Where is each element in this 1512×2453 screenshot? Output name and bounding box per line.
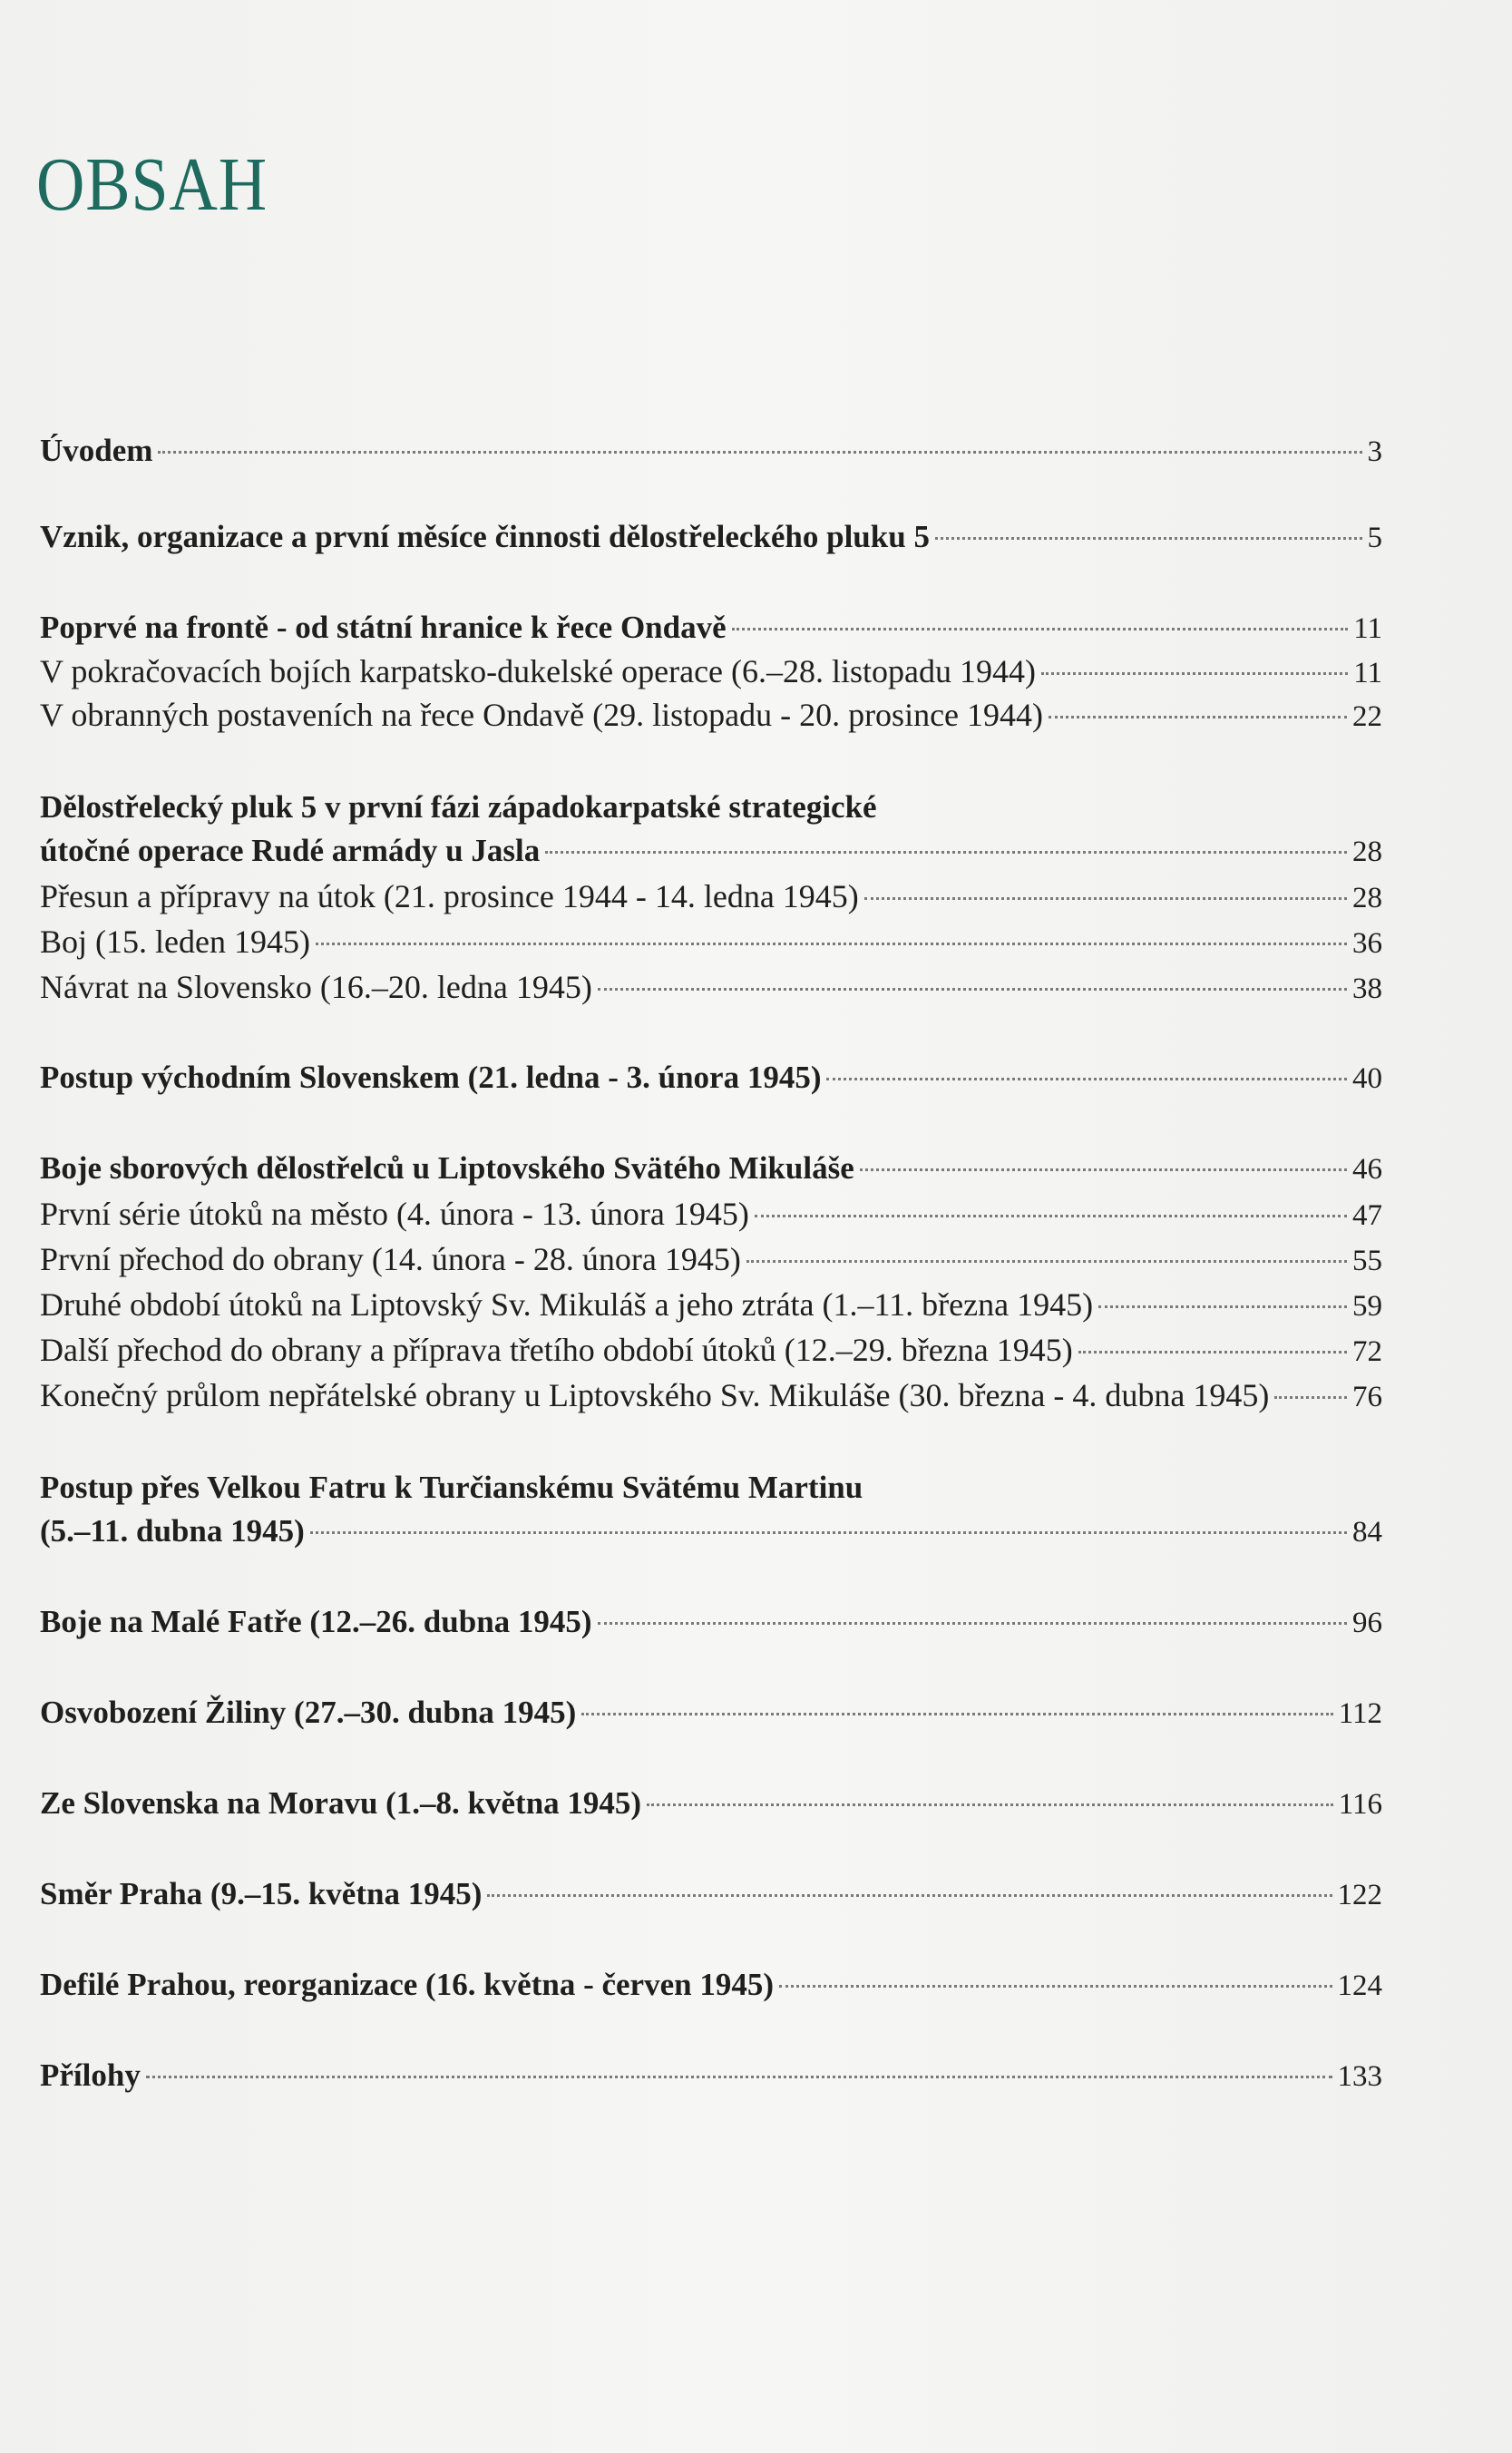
toc-entry-title: První série útoků na město (4. února - 13. února 1945) <box>40 1196 749 1232</box>
toc-subsection-entry <box>40 1375 1382 1417</box>
dot-leader <box>826 1078 1347 1080</box>
dot-leader <box>598 1622 1347 1625</box>
toc-page-number: 36 <box>1352 927 1382 960</box>
dot-leader <box>1274 1396 1347 1399</box>
toc-entry-title: Konečný průlom nepřátelské obrany u Liptovského Sv. Mikuláše (30. března - 4. dubna 1945) <box>40 1377 1270 1413</box>
dot-leader <box>1098 1305 1347 1308</box>
toc-entry-title: Přílohy <box>40 2057 141 2093</box>
toc-page-number: 28 <box>1352 882 1382 914</box>
toc-subsection-entry <box>40 967 1382 1009</box>
toc-subsection-entry <box>40 922 1382 963</box>
toc-subsection-entry <box>40 1239 1382 1281</box>
toc-page-number: 47 <box>1352 1199 1382 1232</box>
toc-entry-title: Boje sborových dělostřelců u Liptovského Svätého Mikuláše <box>40 1150 854 1186</box>
toc-page-number: 116 <box>1338 1788 1382 1821</box>
dot-leader <box>581 1713 1332 1715</box>
toc-entry-title: První přechod do obrany (14. února - 28. února 1945) <box>40 1241 741 1277</box>
toc-subsection-entry <box>40 1330 1382 1372</box>
toc-page-number: 124 <box>1337 1969 1382 2002</box>
toc-page-number: 46 <box>1352 1153 1382 1186</box>
toc-entry-title: (5.–11. dubna 1945) <box>40 1513 305 1549</box>
toc-entry-title: Osvobození Žiliny (27.–30. dubna 1945) <box>40 1695 577 1730</box>
toc-page-number: 112 <box>1338 1697 1382 1730</box>
toc-entry-title: Přesun a přípravy na útok (21. prosince 1944 - 14. ledna 1945) <box>40 878 859 914</box>
toc-page-number: 5 <box>1367 522 1382 554</box>
dot-leader <box>647 1803 1333 1806</box>
toc-entry-title: Defilé Prahou, reorganizace (16. května - červen 1945) <box>40 1967 774 2002</box>
toc-chapter-entry <box>40 1058 1382 1099</box>
dot-leader <box>545 851 1347 854</box>
toc-entry-title: Boje na Malé Fatře (12.–26. dubna 1945) <box>40 1604 592 1639</box>
toc-entry-title: Boj (15. leden 1945) <box>40 924 310 960</box>
toc-entry-title: Návrat na Slovensko (16.–20. ledna 1945) <box>40 969 592 1005</box>
toc-entry-title: V obranných postaveních na řece Ondavě (29. listopadu - 20. prosince 1944) <box>40 697 1044 733</box>
toc-entry-title: V pokračovacích bojích karpatsko-dukelské operace (6.–28. listopadu 1944) <box>40 653 1036 689</box>
page-title: OBSAH <box>36 142 268 227</box>
toc-chapter-entry <box>40 1693 1382 1734</box>
toc-entry-title: Směr Praha (9.–15. května 1945) <box>40 1876 483 1911</box>
toc-subsection-entry <box>40 1285 1382 1326</box>
toc-entry-heading-line: Dělostřelecký pluk 5 v první fázi západokarpatské strategické <box>40 789 877 825</box>
dot-leader <box>935 537 1362 540</box>
dot-leader <box>1078 1351 1347 1354</box>
toc-page-number: 40 <box>1352 1062 1382 1095</box>
toc-chapter-entry <box>40 1874 1382 1915</box>
toc-entry-title: Ze Slovenska na Moravu (1.–8. května 1945) <box>40 1785 642 1821</box>
toc-page-number: 76 <box>1352 1381 1382 1413</box>
toc-page-number: 72 <box>1352 1335 1382 1368</box>
toc-entry-title: Další přechod do obrany a příprava třetího období útoků (12.–29. března 1945) <box>40 1332 1073 1368</box>
dot-leader <box>310 1531 1347 1534</box>
toc-page-number: 133 <box>1337 2060 1382 2093</box>
dot-leader <box>487 1894 1332 1897</box>
toc-page-number: 96 <box>1352 1607 1382 1639</box>
toc-chapter-entry <box>40 1602 1382 1643</box>
dot-leader <box>755 1215 1347 1217</box>
toc-subsection-entry <box>40 651 1382 693</box>
toc-page-number: 3 <box>1367 435 1382 468</box>
toc-chapter-entry <box>40 831 1382 872</box>
dot-leader <box>316 943 1347 945</box>
toc-entry-title: Poprvé na frontě - od státní hranice k řece Ondavě <box>40 610 727 645</box>
toc-chapter-entry <box>40 1965 1382 2006</box>
toc-chapter-entry <box>40 2056 1382 2096</box>
dot-leader <box>1041 672 1348 675</box>
dot-leader <box>732 628 1349 630</box>
toc-entry-title: Postup východním Slovenskem (21. ledna - 3. února 1945) <box>40 1060 822 1095</box>
toc-entry-heading-line: Postup přes Velkou Fatru k Turčianskému Svätému Martinu <box>40 1470 863 1505</box>
toc-chapter-entry <box>40 517 1382 558</box>
toc-page-number: 22 <box>1352 700 1382 733</box>
toc-entry-title: Vznik, organizace a první měsíce činnosti dělostřeleckého pluku 5 <box>40 519 930 554</box>
toc-entry-title: útočné operace Rudé armády u Jasla <box>40 833 541 868</box>
dot-leader <box>158 451 1361 454</box>
dot-leader <box>146 2076 1332 2078</box>
toc-page-number: 55 <box>1352 1245 1382 1277</box>
toc-page-number: 38 <box>1352 972 1382 1005</box>
toc-chapter-entry <box>40 1148 1382 1189</box>
toc-subsection-entry <box>40 695 1382 737</box>
toc-subsection-entry <box>40 876 1382 918</box>
toc-subsection-entry <box>40 1194 1382 1236</box>
toc-chapter-entry <box>40 1511 1382 1552</box>
dot-leader <box>746 1260 1347 1263</box>
toc-page-number: 122 <box>1337 1879 1382 1911</box>
toc-chapter-entry <box>40 431 1382 472</box>
toc-chapter-entry <box>40 608 1382 649</box>
toc-page-number: 59 <box>1352 1290 1382 1323</box>
dot-leader <box>860 1168 1347 1171</box>
dot-leader <box>864 897 1347 900</box>
toc-chapter-entry <box>40 1784 1382 1824</box>
toc-page-number: 84 <box>1352 1516 1382 1549</box>
dot-leader <box>1049 716 1347 718</box>
toc-page-number: 11 <box>1353 657 1382 689</box>
toc-page-number: 28 <box>1352 836 1382 868</box>
dot-leader <box>779 1985 1332 1988</box>
dot-leader <box>598 988 1347 991</box>
toc-entry-title: Úvodem <box>40 433 153 468</box>
toc-page-number: 11 <box>1353 612 1382 645</box>
toc-entry-title: Druhé období útoků na Liptovský Sv. Mikuláš a jeho ztráta (1.–11. března 1945) <box>40 1286 1094 1323</box>
